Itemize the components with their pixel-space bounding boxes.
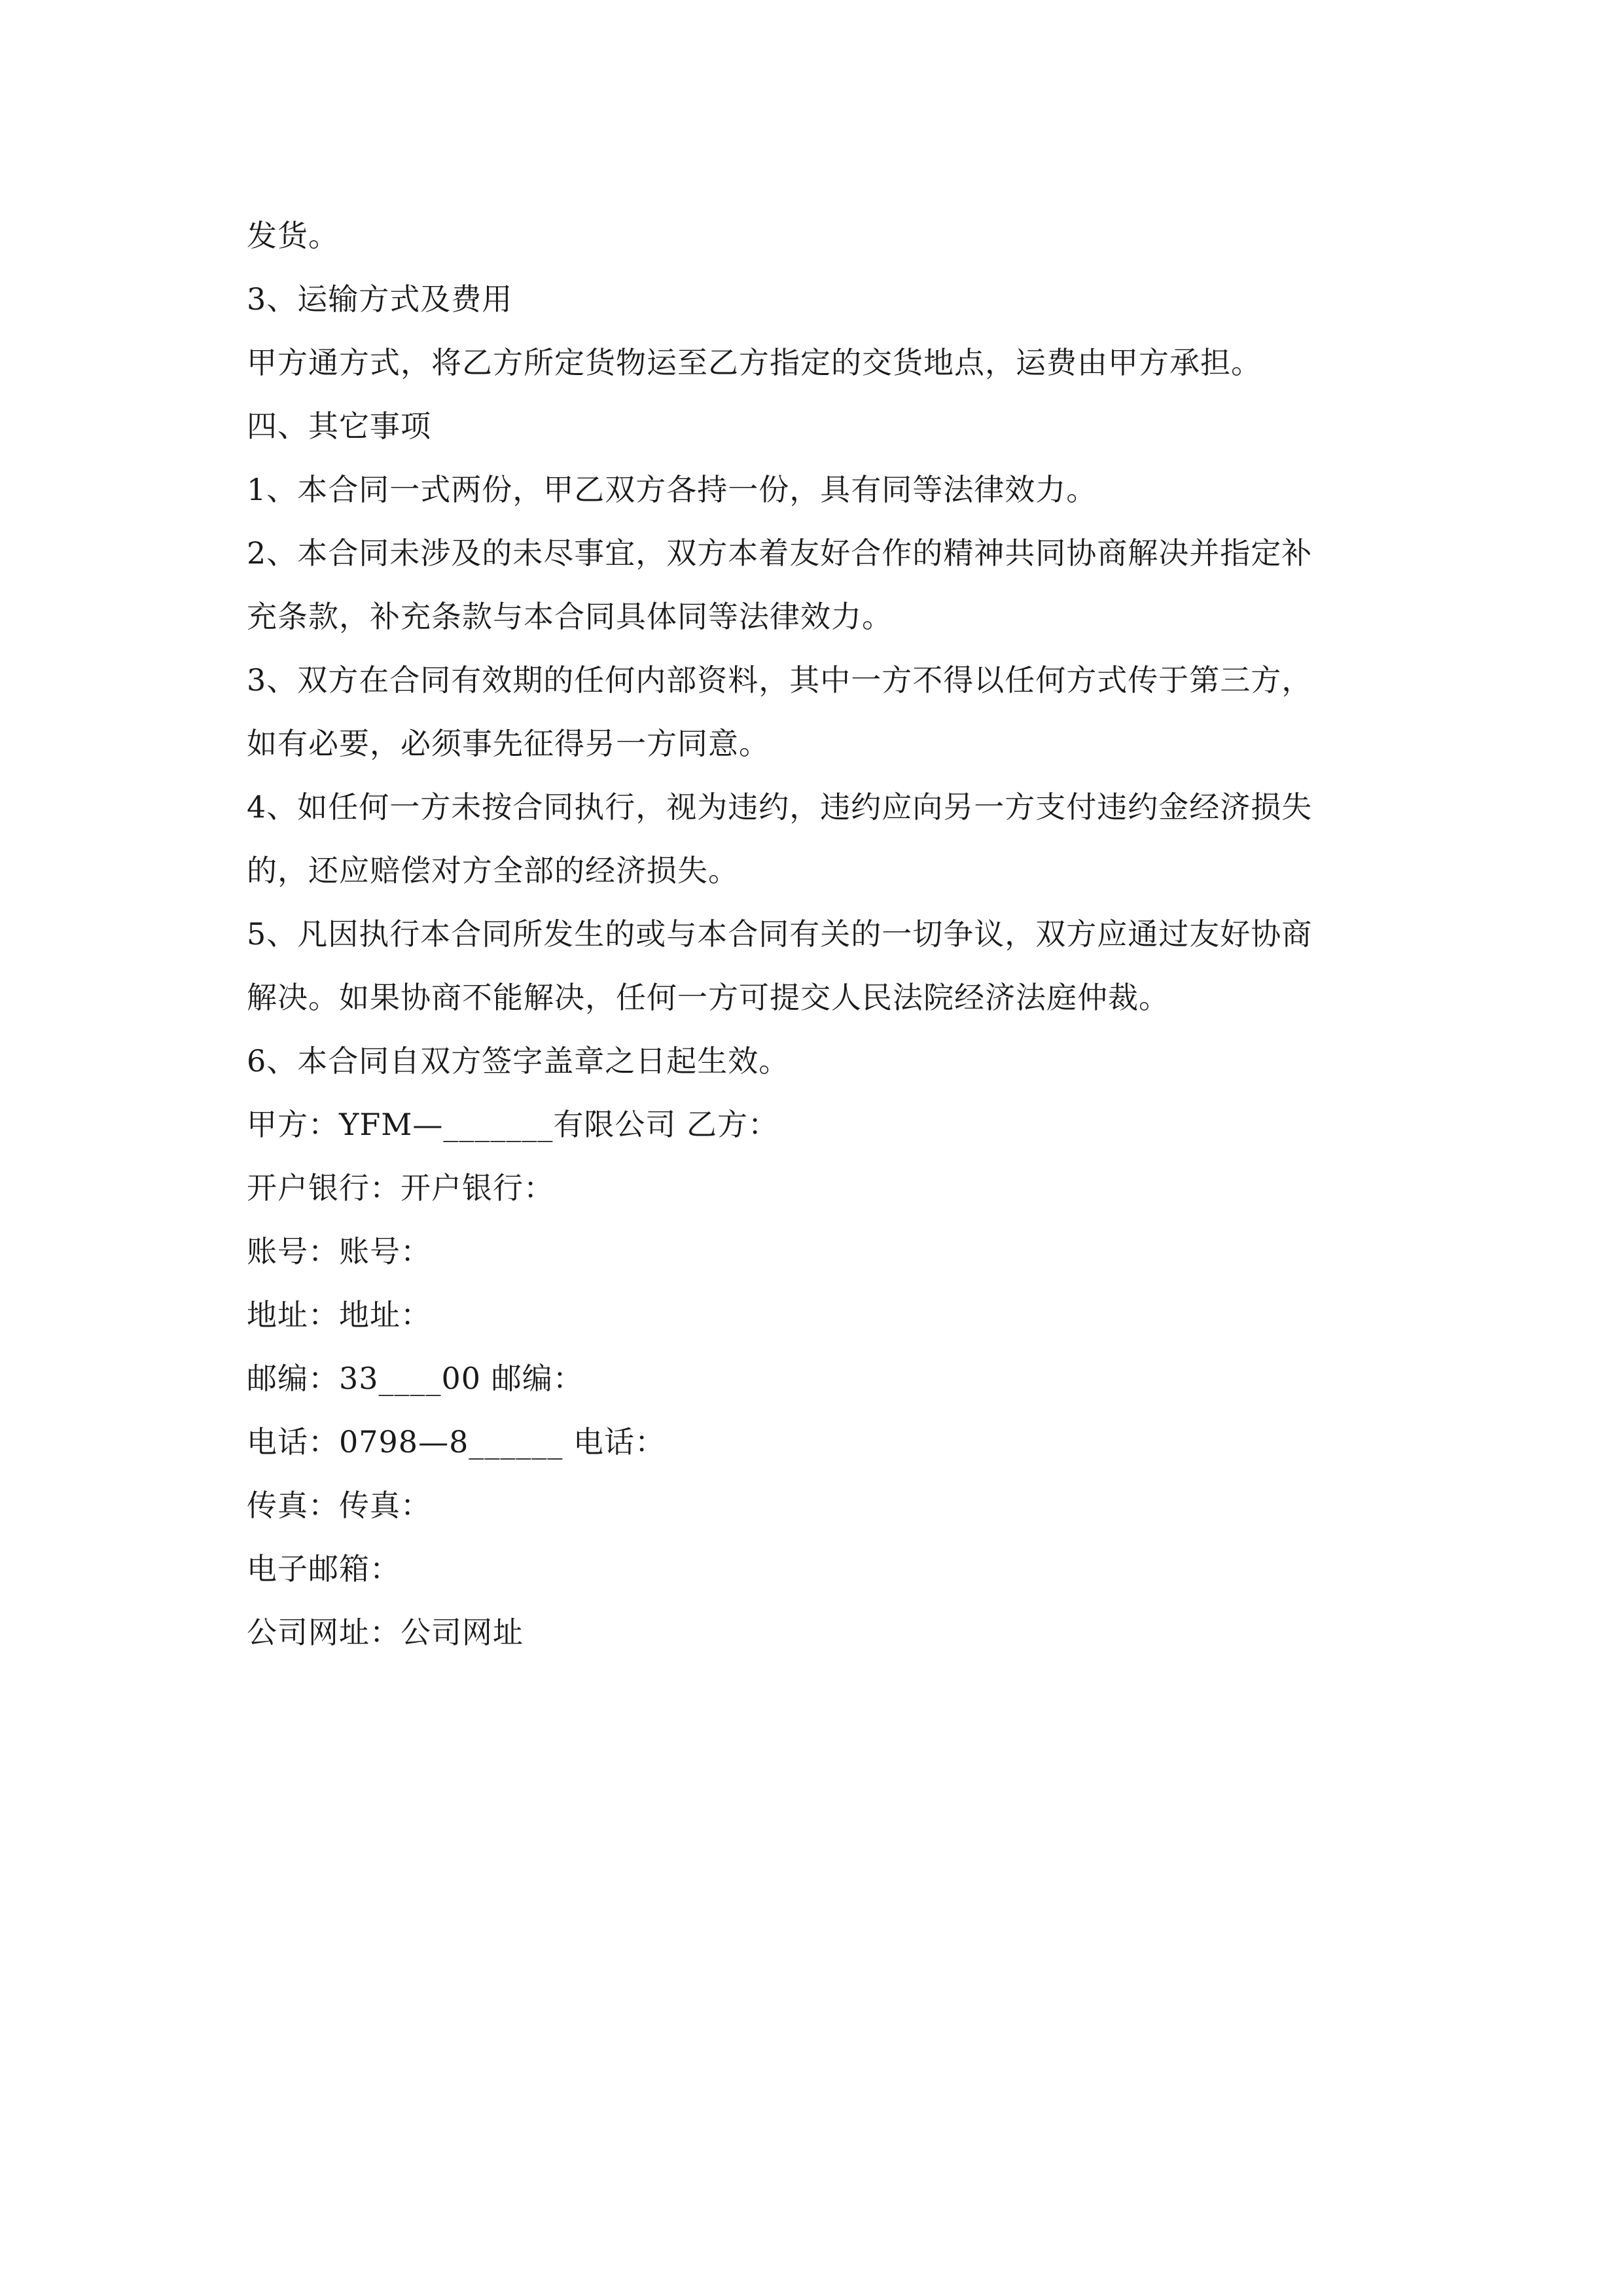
clause-line: 6、本合同自双方签字盖章之日起生效。 [247,1043,790,1079]
text-line: 发货。 [247,218,339,253]
email-line: 电子邮箱： [247,1551,401,1587]
clause-line: 3、双方在合同有效期的任何内部资料，其中一方不得以任何方式传于第三方， [247,662,1313,698]
party-line: 甲方：YFM—_______有限公司 乙方： [247,1107,779,1142]
clause-line: 2、本合同未涉及的未尽事宜，双方本着友好合作的精神共同协商解决并指定补 [247,535,1313,571]
clause-line: 解决。如果协商不能解决，任何一方可提交人民法院经济法庭仲裁。 [247,980,1169,1015]
bank-line: 开户银行：开户银行： [247,1170,554,1206]
fax-line: 传真：传真： [247,1488,431,1523]
section-heading: 四、其它事项 [247,408,431,444]
phone-line: 电话：0798—8______ 电话： [247,1424,666,1460]
account-line: 账号：账号： [247,1234,431,1269]
clause-line: 充条款，补充条款与本合同具体同等法律效力。 [247,599,893,634]
clause-line: 4、如任何一方未按合同执行，视为违约，违约应向另一方支付违约金经济损失 [247,789,1313,825]
address-line: 地址：地址： [247,1297,431,1333]
clause-line: 的，还应赔偿对方全部的经济损失。 [247,853,739,888]
website-line: 公司网址：公司网址 [247,1615,524,1650]
clause-line: 1、本合同一式两份，甲乙双方各持一份，具有同等法律效力。 [247,472,1097,507]
section-heading: 3、运输方式及费用 [247,281,513,317]
text-line: 甲方通方式，将乙方所定货物运至乙方指定的交货地点，运费由甲方承担。 [247,345,1262,380]
postcode-line: 邮编：33____00 邮编： [247,1361,584,1396]
clause-line: 如有必要，必须事先征得另一方同意。 [247,726,770,761]
document-body [247,204,1385,1664]
clause-line: 5、凡因执行本合同所发生的或与本合同有关的一切争议，双方应通过友好协商 [247,916,1313,952]
